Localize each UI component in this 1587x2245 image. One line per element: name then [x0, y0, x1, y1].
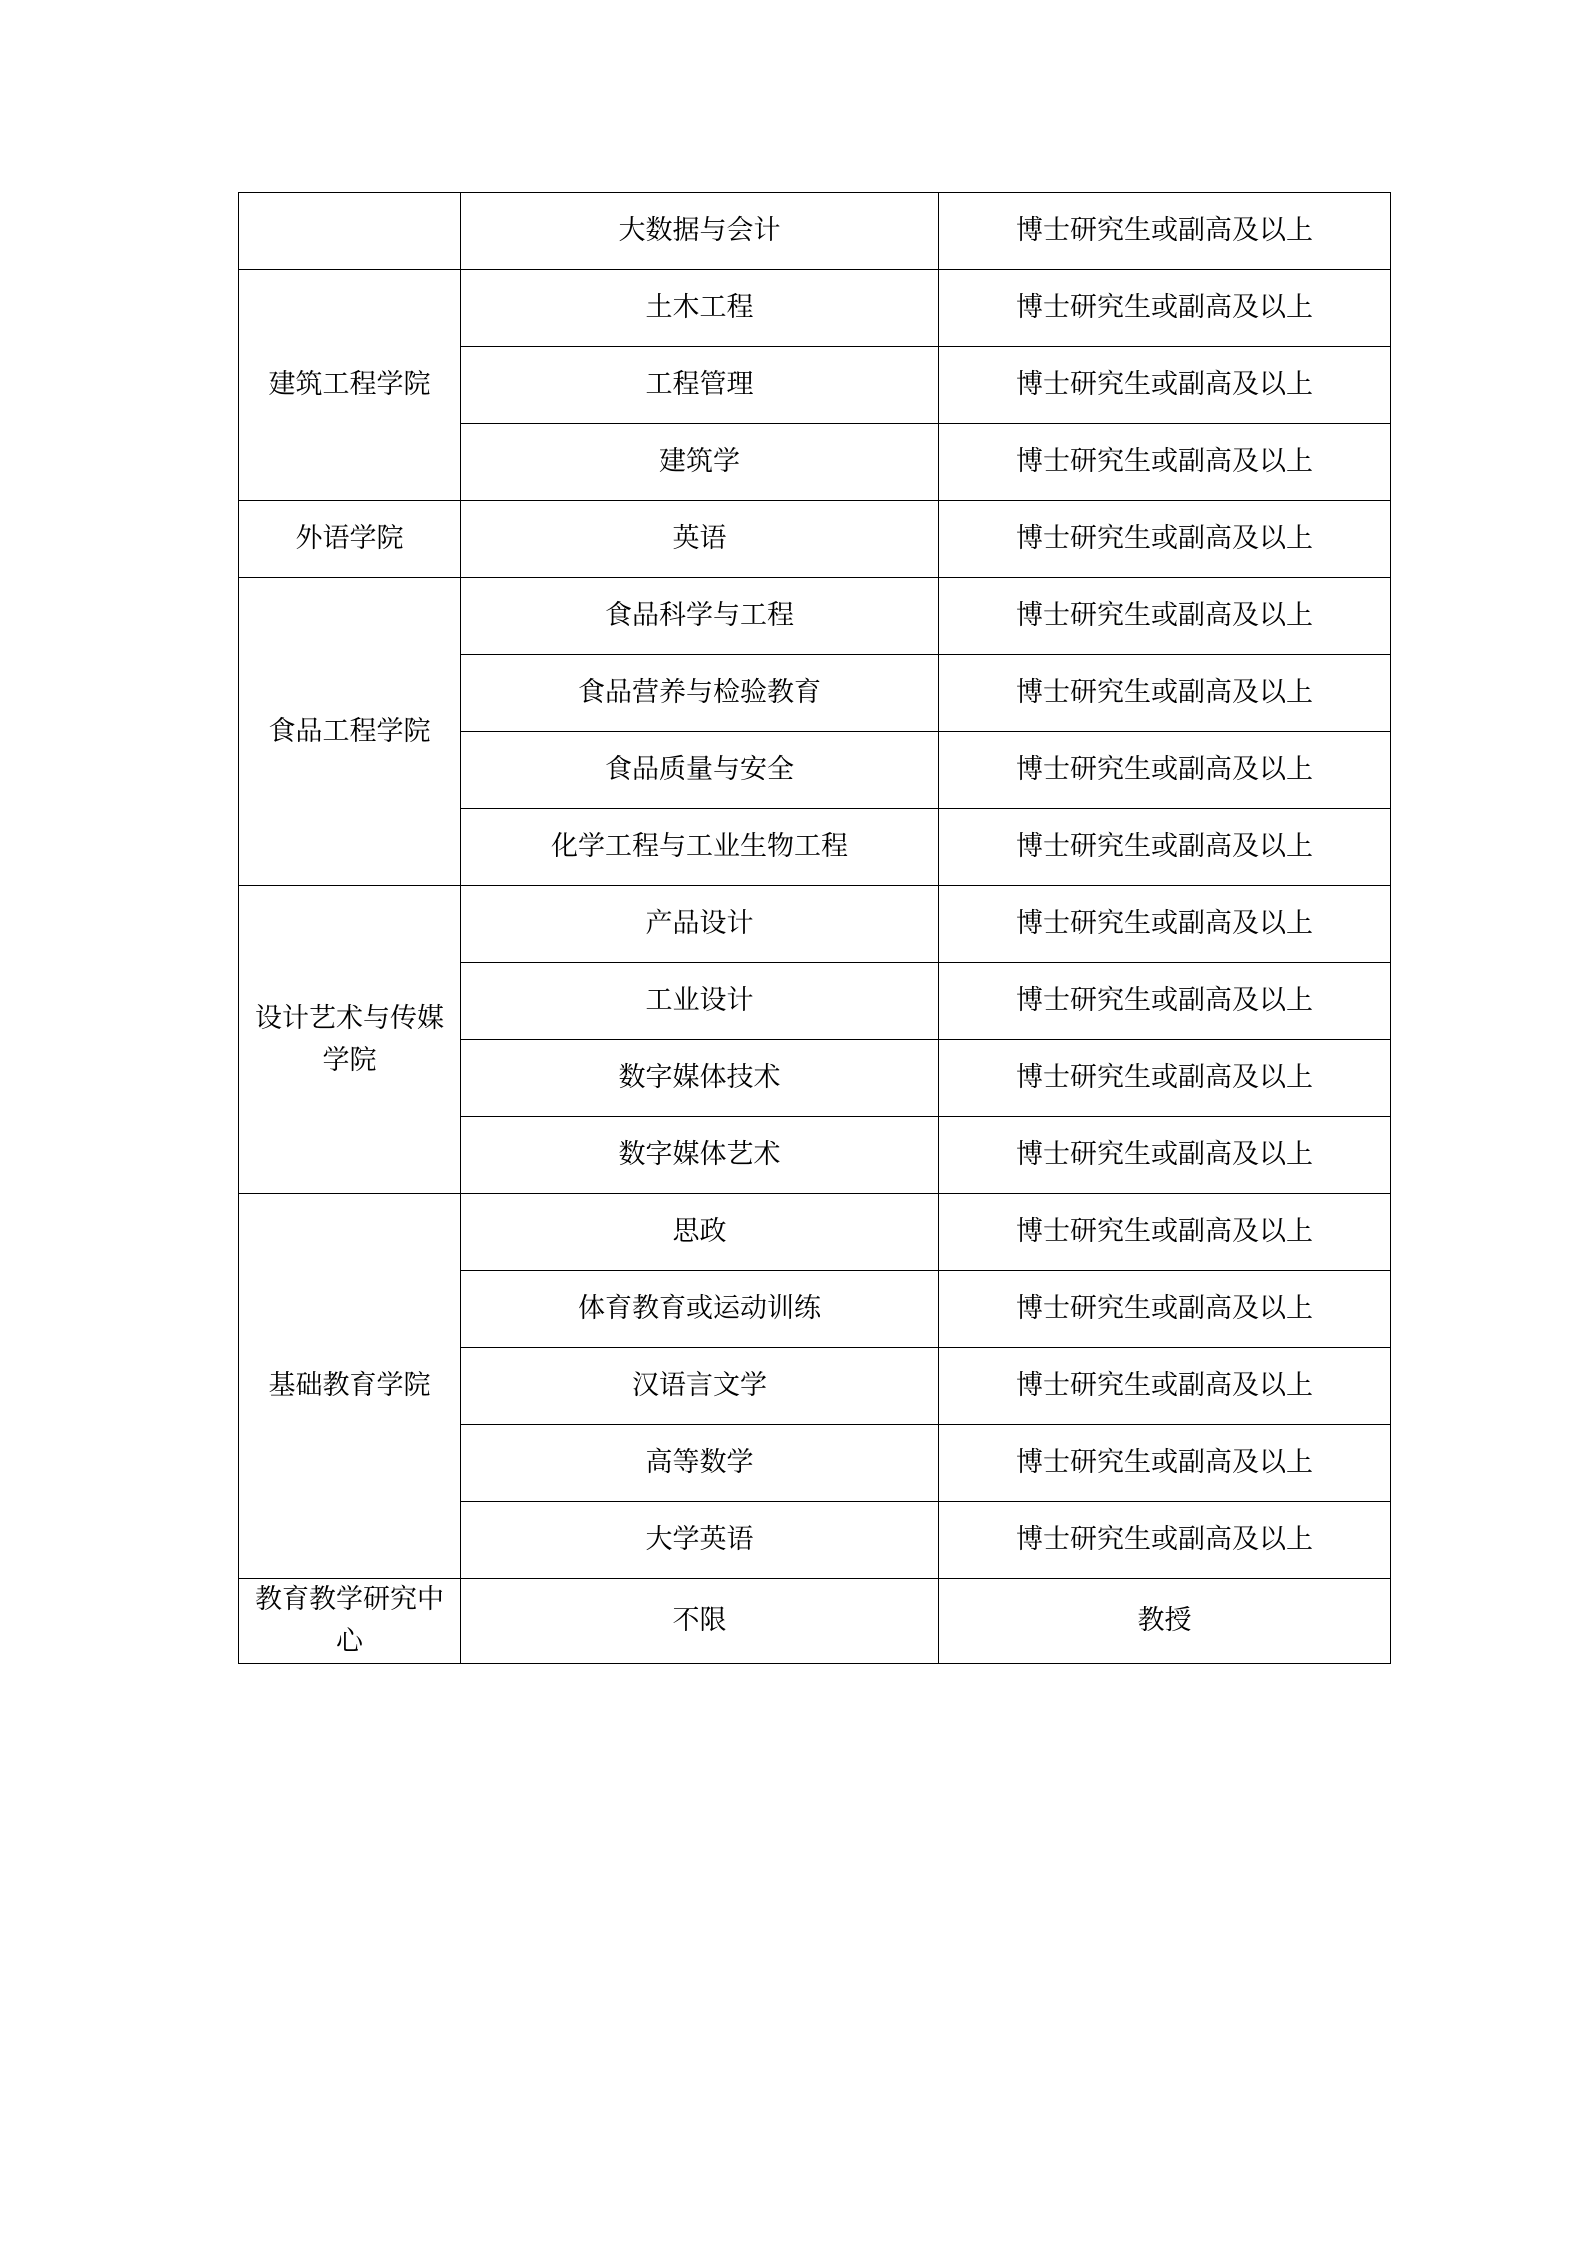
major-cell: 化学工程与工业生物工程 [461, 809, 939, 886]
requirement-cell: 博士研究生或副高及以上 [939, 1425, 1391, 1502]
college-cell: 食品工程学院 [239, 578, 461, 886]
table-row [239, 270, 1391, 347]
requirement-cell: 博士研究生或副高及以上 [939, 655, 1391, 732]
major-cell: 产品设计 [461, 886, 939, 963]
college-cell: 基础教育学院 [239, 1194, 461, 1579]
college-cell: 设计艺术与传媒学院 [239, 886, 461, 1194]
college-cell [239, 193, 461, 270]
requirement-cell: 博士研究生或副高及以上 [939, 886, 1391, 963]
major-cell: 工程管理 [461, 347, 939, 424]
requirement-cell: 博士研究生或副高及以上 [939, 1040, 1391, 1117]
requirement-cell: 博士研究生或副高及以上 [939, 193, 1391, 270]
major-cell: 大数据与会计 [461, 193, 939, 270]
requirement-cell: 博士研究生或副高及以上 [939, 1117, 1391, 1194]
requirement-cell: 博士研究生或副高及以上 [939, 1502, 1391, 1579]
table-row [239, 501, 1391, 578]
major-cell: 不限 [461, 1579, 939, 1664]
major-cell: 数字媒体技术 [461, 1040, 939, 1117]
requirement-cell: 博士研究生或副高及以上 [939, 347, 1391, 424]
requirement-cell: 博士研究生或副高及以上 [939, 578, 1391, 655]
college-cell: 教育教学研究中心 [239, 1579, 461, 1664]
major-cell: 食品质量与安全 [461, 732, 939, 809]
requirement-cell: 博士研究生或副高及以上 [939, 501, 1391, 578]
major-cell: 大学英语 [461, 1502, 939, 1579]
table-row [239, 1579, 1391, 1664]
major-cell: 思政 [461, 1194, 939, 1271]
table-row [239, 193, 1391, 270]
major-cell: 食品科学与工程 [461, 578, 939, 655]
major-cell: 汉语言文学 [461, 1348, 939, 1425]
table-body [239, 193, 1391, 1664]
requirement-cell: 博士研究生或副高及以上 [939, 1348, 1391, 1425]
table-row [239, 886, 1391, 963]
college-cell: 外语学院 [239, 501, 461, 578]
table-row [239, 1194, 1391, 1271]
requirement-cell: 博士研究生或副高及以上 [939, 1271, 1391, 1348]
major-cell: 数字媒体艺术 [461, 1117, 939, 1194]
recruitment-table [238, 192, 1391, 1664]
requirement-cell: 教授 [939, 1579, 1391, 1664]
major-cell: 高等数学 [461, 1425, 939, 1502]
major-cell: 土木工程 [461, 270, 939, 347]
requirement-cell: 博士研究生或副高及以上 [939, 1194, 1391, 1271]
major-cell: 建筑学 [461, 424, 939, 501]
major-cell: 体育教育或运动训练 [461, 1271, 939, 1348]
college-cell: 建筑工程学院 [239, 270, 461, 501]
major-cell: 英语 [461, 501, 939, 578]
requirement-cell: 博士研究生或副高及以上 [939, 809, 1391, 886]
major-cell: 工业设计 [461, 963, 939, 1040]
requirement-cell: 博士研究生或副高及以上 [939, 732, 1391, 809]
major-cell: 食品营养与检验教育 [461, 655, 939, 732]
requirement-cell: 博士研究生或副高及以上 [939, 424, 1391, 501]
requirement-cell: 博士研究生或副高及以上 [939, 963, 1391, 1040]
requirement-cell: 博士研究生或副高及以上 [939, 270, 1391, 347]
table-row [239, 578, 1391, 655]
